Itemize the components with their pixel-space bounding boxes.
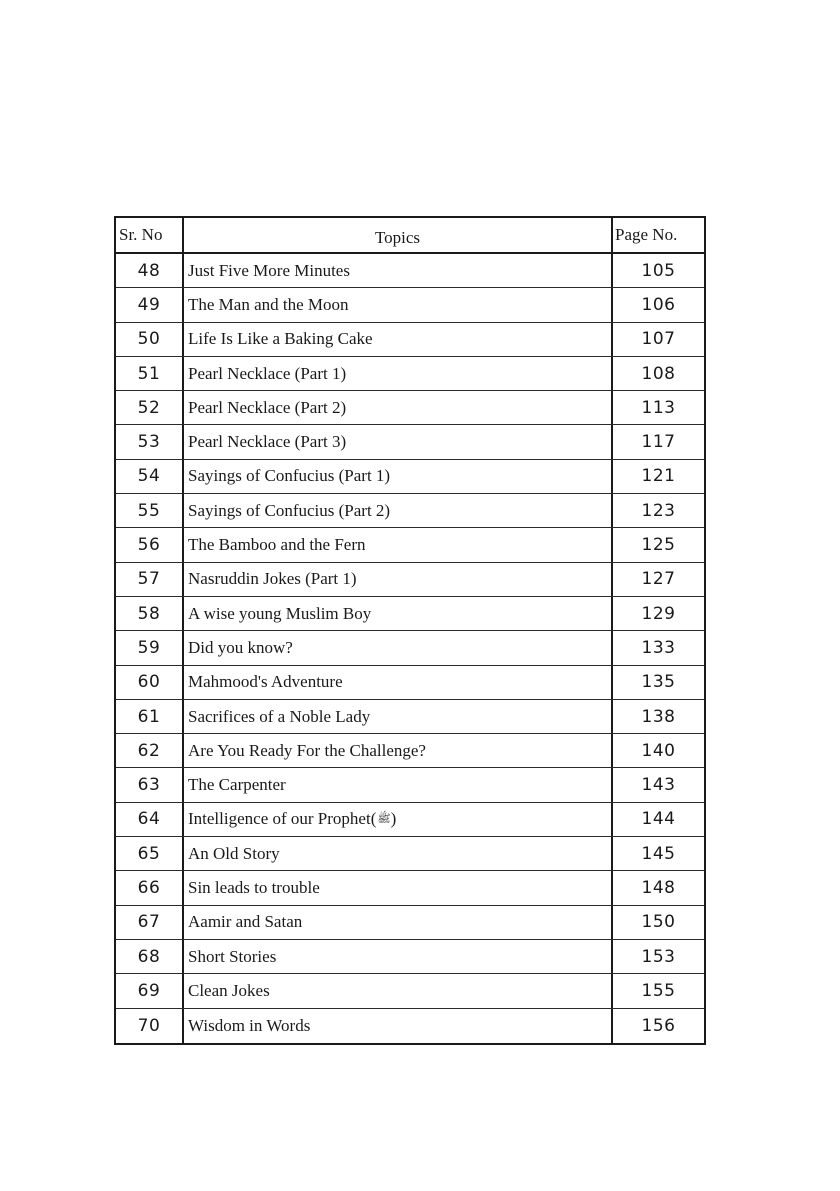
row-topic: The Bamboo and the Fern bbox=[184, 528, 613, 561]
table-row bbox=[116, 357, 704, 391]
row-sr-no: 68 bbox=[116, 940, 184, 973]
table-row bbox=[116, 974, 704, 1008]
row-page-no: 117 bbox=[641, 432, 676, 453]
row-page-no: 153 bbox=[641, 946, 676, 967]
row-topic: Pearl Necklace (Part 1) bbox=[184, 357, 613, 390]
table-row bbox=[116, 323, 704, 357]
table-row bbox=[116, 631, 704, 665]
row-page-no: 108 bbox=[641, 363, 676, 384]
row-topic: A wise young Muslim Boy bbox=[184, 597, 613, 630]
row-sr-no: 65 bbox=[116, 837, 184, 870]
row-topic: An Old Story bbox=[184, 837, 613, 870]
row-topic: Sin leads to trouble bbox=[184, 871, 613, 904]
row-page-no: 135 bbox=[641, 672, 676, 693]
row-page-no: 106 bbox=[641, 294, 676, 315]
row-sr-no: 48 bbox=[116, 254, 184, 287]
row-page-no: 127 bbox=[641, 569, 676, 590]
table-row bbox=[116, 528, 704, 562]
table-row bbox=[116, 391, 704, 425]
table-row bbox=[116, 768, 704, 802]
table-row bbox=[116, 494, 704, 528]
table-header-row bbox=[116, 218, 704, 254]
row-page-no: 121 bbox=[641, 466, 676, 487]
header-page-no: Page No. bbox=[615, 225, 678, 244]
row-topic: Sayings of Confucius (Part 2) bbox=[184, 494, 613, 527]
row-topic: The Carpenter bbox=[184, 768, 613, 801]
row-topic: Are You Ready For the Challenge? bbox=[184, 734, 613, 767]
row-page-no: 133 bbox=[641, 637, 676, 658]
table-row bbox=[116, 597, 704, 631]
table-row bbox=[116, 803, 704, 837]
table-row bbox=[116, 254, 704, 288]
row-topic: Just Five More Minutes bbox=[184, 254, 613, 287]
table-row bbox=[116, 1009, 704, 1043]
row-page-no: 129 bbox=[641, 603, 676, 624]
row-sr-no: 63 bbox=[116, 768, 184, 801]
paren-close: ) bbox=[390, 809, 397, 829]
row-page-no: 138 bbox=[641, 706, 676, 727]
row-page-no: 145 bbox=[641, 843, 676, 864]
row-page-no: 123 bbox=[641, 500, 676, 521]
table-row bbox=[116, 734, 704, 768]
header-topics: Topics bbox=[184, 218, 613, 252]
row-sr-no: 60 bbox=[116, 666, 184, 699]
row-page-no: 113 bbox=[641, 397, 676, 418]
row-sr-no: 59 bbox=[116, 631, 184, 664]
table-row bbox=[116, 288, 704, 322]
row-topic: Clean Jokes bbox=[184, 974, 613, 1007]
row-topic: Sacrifices of a Noble Lady bbox=[184, 700, 613, 733]
row-sr-no: 52 bbox=[116, 391, 184, 424]
row-sr-no: 62 bbox=[116, 734, 184, 767]
row-sr-no: 51 bbox=[116, 357, 184, 390]
row-topic: Pearl Necklace (Part 3) bbox=[184, 425, 613, 458]
row-sr-no: 58 bbox=[116, 597, 184, 630]
row-page-no: 107 bbox=[641, 329, 676, 350]
table-row bbox=[116, 666, 704, 700]
row-sr-no: 50 bbox=[116, 323, 184, 356]
row-topic: Aamir and Satan bbox=[184, 906, 613, 939]
row-topic: Short Stories bbox=[184, 940, 613, 973]
row-topic: Wisdom in Words bbox=[184, 1009, 613, 1043]
row-page-no: 150 bbox=[641, 912, 676, 933]
row-topic: Pearl Necklace (Part 2) bbox=[184, 391, 613, 424]
table-row bbox=[116, 700, 704, 734]
table-row bbox=[116, 871, 704, 905]
table-row bbox=[116, 563, 704, 597]
row-sr-no: 56 bbox=[116, 528, 184, 561]
row-topic bbox=[184, 803, 613, 836]
salawat-icon: ﷺ bbox=[377, 812, 391, 825]
table-of-contents bbox=[114, 216, 706, 1045]
row-topic: Life Is Like a Baking Cake bbox=[184, 323, 613, 356]
paren-open: ( bbox=[370, 809, 377, 829]
row-topic-text: Intelligence of our Prophet bbox=[188, 809, 371, 829]
row-topic: Sayings of Confucius (Part 1) bbox=[184, 460, 613, 493]
header-sr-no: Sr. No bbox=[116, 218, 184, 252]
row-topic: Mahmood's Adventure bbox=[184, 666, 613, 699]
row-sr-no: 54 bbox=[116, 460, 184, 493]
row-sr-no: 64 bbox=[116, 803, 184, 836]
row-page-no: 155 bbox=[641, 980, 676, 1001]
row-sr-no: 49 bbox=[116, 288, 184, 321]
row-topic: Did you know? bbox=[184, 631, 613, 664]
table-row bbox=[116, 425, 704, 459]
row-page-no: 105 bbox=[641, 260, 676, 281]
row-topic: The Man and the Moon bbox=[184, 288, 613, 321]
row-page-no: 144 bbox=[641, 809, 676, 830]
row-page-no: 125 bbox=[641, 535, 676, 556]
row-topic: Nasruddin Jokes (Part 1) bbox=[184, 563, 613, 596]
row-sr-no: 61 bbox=[116, 700, 184, 733]
row-page-no: 156 bbox=[641, 1015, 676, 1036]
row-sr-no: 57 bbox=[116, 563, 184, 596]
row-sr-no: 67 bbox=[116, 906, 184, 939]
table-row bbox=[116, 906, 704, 940]
row-page-no: 143 bbox=[641, 775, 676, 796]
table-row bbox=[116, 940, 704, 974]
table-row bbox=[116, 837, 704, 871]
row-sr-no: 55 bbox=[116, 494, 184, 527]
row-sr-no: 66 bbox=[116, 871, 184, 904]
row-sr-no: 70 bbox=[116, 1009, 184, 1043]
row-page-no: 148 bbox=[641, 877, 676, 898]
table-row bbox=[116, 460, 704, 494]
row-sr-no: 69 bbox=[116, 974, 184, 1007]
row-page-no: 140 bbox=[641, 740, 676, 761]
row-sr-no: 53 bbox=[116, 425, 184, 458]
